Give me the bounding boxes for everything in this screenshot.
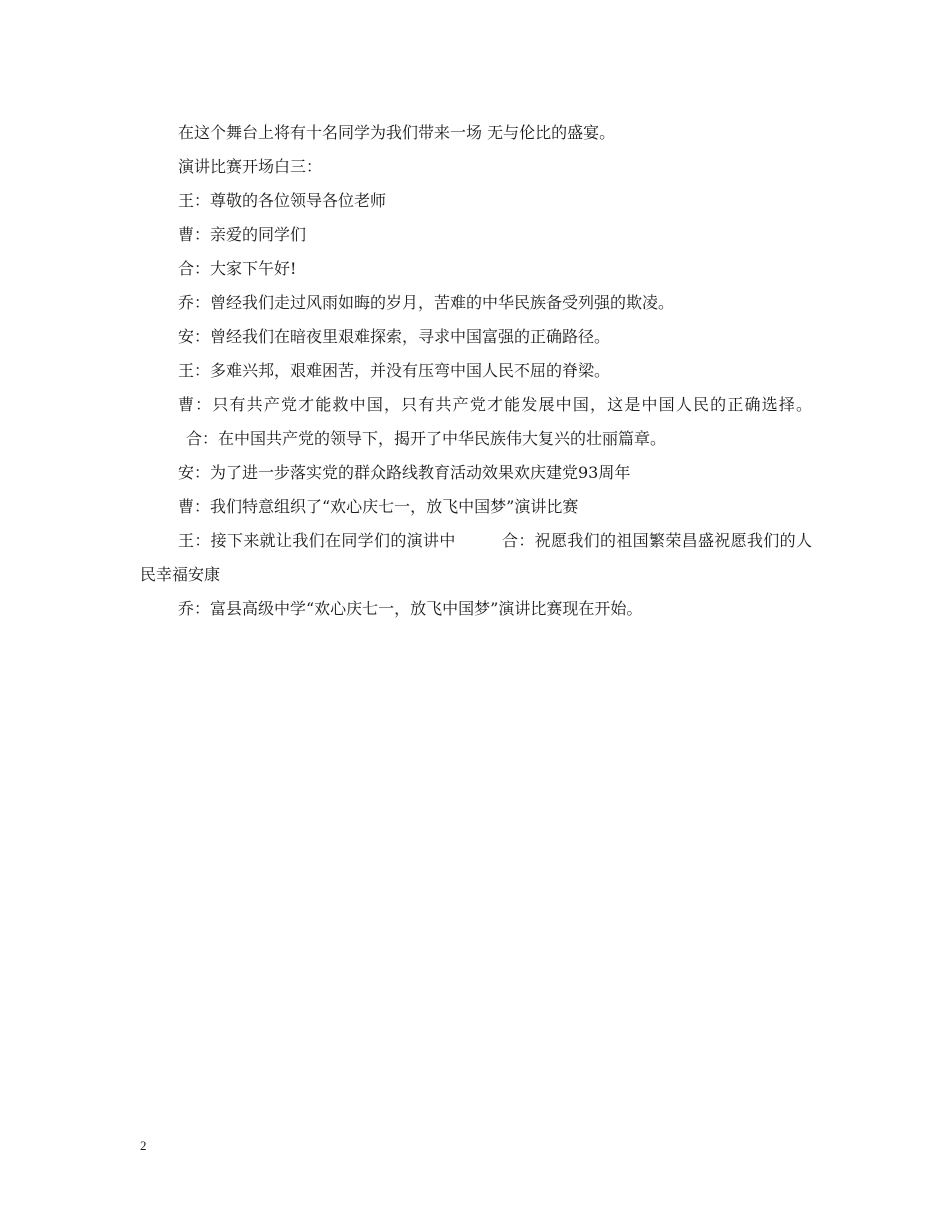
paragraph-text: 演讲比赛开场白三： [178, 157, 323, 176]
paragraph [140, 456, 812, 490]
paragraph-text: 乔：富县高级中学“欢心庆七一，放飞中国梦”演讲比赛现在开始。 [178, 599, 643, 618]
document-body [140, 116, 812, 626]
paragraph-text: 安：曾经我们在暗夜里艰难探索，寻求中国富强的正确路径。 [178, 327, 611, 346]
paragraph-text: 在这个舞台上将有十名同学为我们带来一场 无与伦比的盛宴。 [178, 123, 616, 142]
paragraph-text: 安：为了进一步落实党的群众路线教育活动效果欢庆建党93周年 [178, 463, 631, 482]
paragraph [140, 150, 812, 184]
paragraph-tail-text: 合：祝愿我们的祖国繁荣昌盛祝愿我们的人民幸福安康 [140, 531, 812, 584]
paragraph-text: 乔：曾经我们走过风雨如晦的岁月，苦难的中华民族备受列强的欺凌。 [178, 293, 675, 312]
paragraph [140, 184, 812, 218]
paragraph [140, 320, 812, 354]
paragraph [140, 116, 812, 150]
paragraph [140, 286, 812, 320]
page-number: 2 [140, 1138, 147, 1153]
paragraph [140, 524, 812, 592]
paragraph-text: 王：尊敬的各位领导各位老师 [178, 191, 387, 210]
paragraph [140, 218, 812, 252]
paragraph [140, 490, 812, 524]
paragraph-tail-text: 合：在中国共产党的领导下，揭开了中华民族伟大复兴的壮丽篇章。 [186, 429, 667, 448]
paragraph [140, 354, 812, 388]
paragraph-text: 曹：我们特意组织了“欢心庆七一，放飞中国梦”演讲比赛 [178, 497, 579, 516]
paragraph-text: 王：多难兴邦，艰难困苦，并没有压弯中国人民不屈的脊梁。 [178, 361, 611, 380]
paragraph-text: 曹：只有共产党才能救中国，只有共产党才能发展中国，这是中国人民的正确选择。 [178, 395, 812, 414]
paragraph [140, 592, 812, 626]
paragraph [140, 388, 812, 456]
paragraph-text: 王：接下来就让我们在同学们的演讲中 [178, 531, 456, 550]
paragraph [140, 252, 812, 286]
paragraph-text: 合：大家下午好! [178, 259, 297, 278]
paragraph-text: 曹：亲爱的同学们 [178, 225, 307, 244]
